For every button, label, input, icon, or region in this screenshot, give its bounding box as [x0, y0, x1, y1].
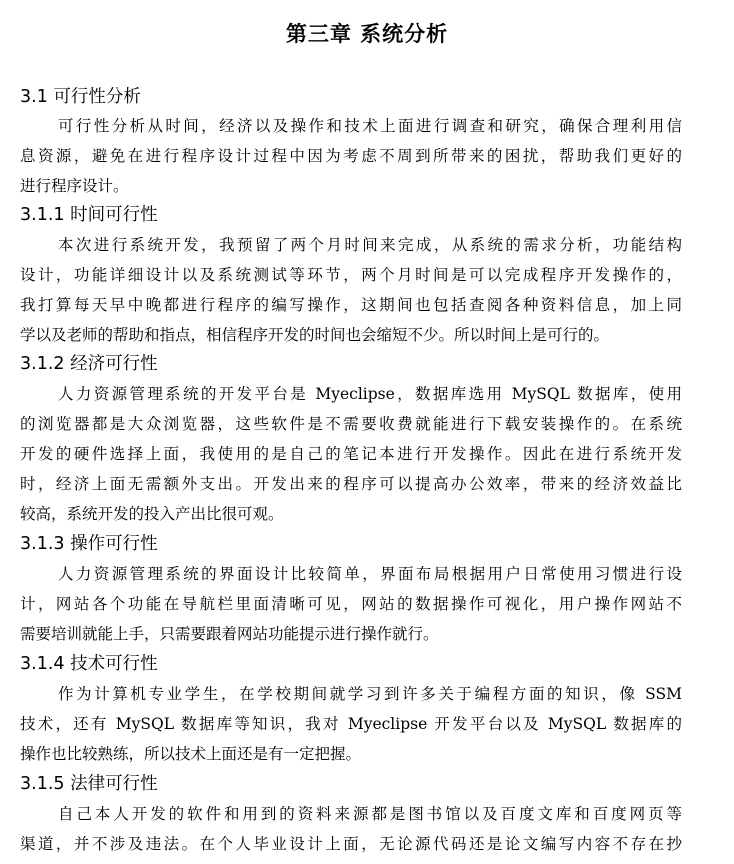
- paragraph-line: 开发的硬件选择上面，我使用的是自己的笔记本进行开发操作。因此在进行系统开发: [20, 445, 682, 463]
- paragraph-line: 本次进行系统开发，我预留了两个月时间来完成，从系统的需求分析，功能结构: [58, 236, 682, 254]
- paragraph-line: 设计，功能详细设计以及系统测试等环节，两个月时间是可以完成程序开发操作的，: [20, 266, 682, 284]
- chapter-title: 第三章 系统分析: [285, 22, 449, 46]
- paragraph-line: 时，经济上面无需额外支出。开发出来的程序可以提高办公效率，带来的经济效益比: [20, 475, 682, 493]
- paragraph-line: 较高，系统开发的投入产出比很可观。: [20, 505, 284, 523]
- paragraph-line: 技术，还有 MySQL 数据库等知识，我对 Myeclipse 开发平台以及 MySQL 数据库的: [20, 715, 682, 733]
- section-heading-3-1-1: 3.1.1 时间可行性: [20, 205, 158, 225]
- paragraph-line: 渠道，并不涉及违法。在个人毕业设计上面，无论源代码还是论文编写内容不存在抄: [20, 835, 682, 853]
- paragraph-line: 操作也比较熟练，所以技术上面还是有一定把握。: [20, 745, 362, 763]
- section-heading-3-1-5: 3.1.5 法律可行性: [20, 774, 158, 794]
- paragraph-line: 可行性分析从时间，经济以及操作和技术上面进行调查和研究，确保合理利用信: [58, 117, 682, 135]
- section-heading-3-1-4: 3.1.4 技术可行性: [20, 654, 158, 674]
- section-heading-3-1: 3.1 可行性分析: [20, 87, 141, 107]
- paragraph-line: 的浏览器都是大众浏览器，这些软件是不需要收费就能进行下载安装操作的。在系统: [20, 415, 682, 433]
- paragraph-line: 我打算每天早中晚都进行程序的编写操作，这期间也包括查阅各种资料信息，加上同: [20, 296, 682, 314]
- paragraph-line: 进行程序设计。: [20, 177, 129, 195]
- paragraph-line: 学以及老师的帮助和指点，相信程序开发的时间也会缩短不少。所以时间上是可行的。: [20, 326, 610, 344]
- paragraph-line: 需要培训就能上手，只需要跟着网站功能提示进行操作就行。: [20, 625, 439, 643]
- paragraph-line: 作为计算机专业学生，在学校期间就学习到许多关于编程方面的知识，像 SSM: [58, 685, 682, 703]
- paragraph-line: 人力资源管理系统的界面设计比较简单，界面布局根据用户日常使用习惯进行设: [58, 565, 682, 583]
- paragraph-line: 自己本人开发的软件和用到的资料来源都是图书馆以及百度文库和百度网页等: [58, 805, 682, 823]
- paragraph-line: 息资源，避免在进行程序设计过程中因为考虑不周到所带来的困扰，帮助我们更好的: [20, 147, 682, 165]
- section-heading-3-1-2: 3.1.2 经济可行性: [20, 354, 158, 374]
- paragraph-line: 人力资源管理系统的开发平台是 Myeclipse，数据库选用 MySQL 数据库，使用: [58, 385, 682, 403]
- section-heading-3-1-3: 3.1.3 操作可行性: [20, 534, 158, 554]
- paragraph-line: 计，网站各个功能在导航栏里面清晰可见，网站的数据操作可视化，用户操作网站不: [20, 595, 682, 613]
